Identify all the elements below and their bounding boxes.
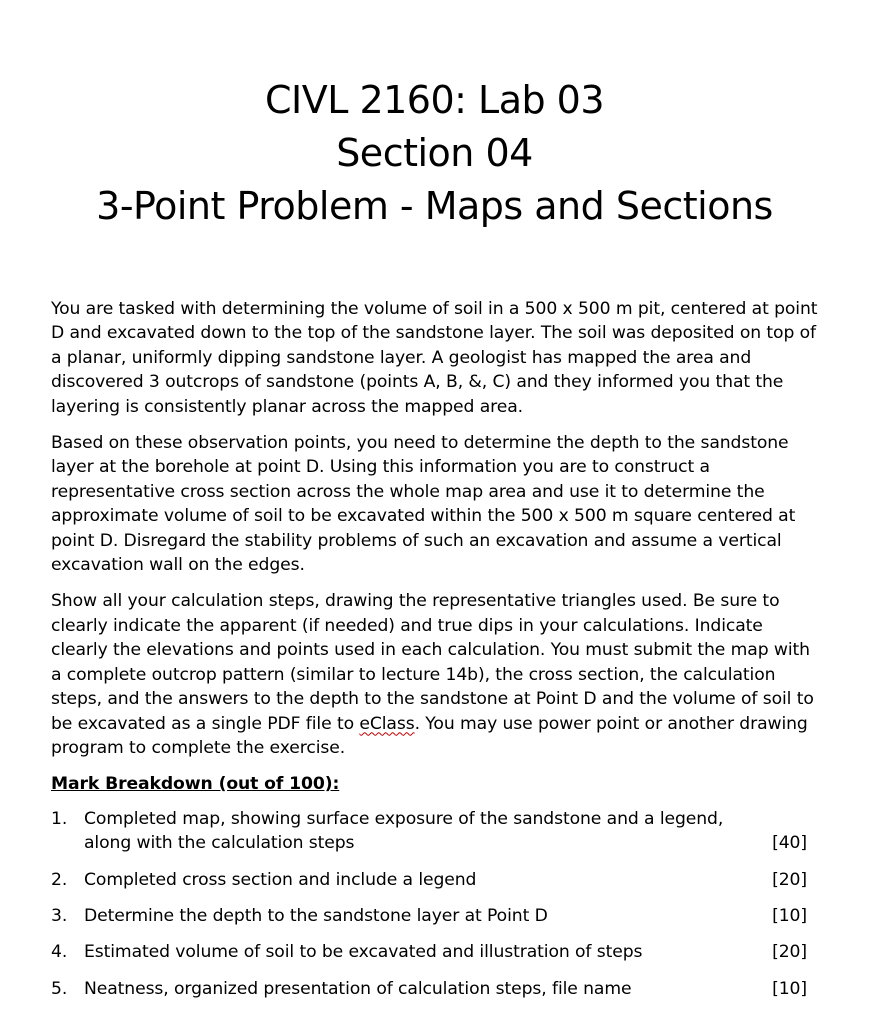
- mark-item-number: 5.: [51, 978, 68, 999]
- mark-item-value: [10]: [772, 978, 807, 999]
- submission-text-start: Show all your calculation steps, drawing the representative triangles used. Be sure to clearly indicate the apparent (if needed) and true dips in your calculations. Indicate clearly the elevations and points used in each calculation. You must submit the map with a complete outcrop pattern (similar to lecture 14b), the cross section, the calculation steps, and the answers to the depth to the sandstone at Point D and the volume of soil to be excavated as a single PDF file to: [51, 591, 814, 734]
- mark-item: [51, 904, 821, 928]
- mark-breakdown-list: [51, 807, 821, 1001]
- eclass-link: eClass: [359, 713, 415, 734]
- mark-item-value: [20]: [772, 869, 807, 890]
- intro-paragraph: You are tasked with determining the volume of soil in a 500 x 500 m pit, centered at point D and excavated down to the top of the sandstone layer. The soil was deposited on top of a planar, uniformly dipping sandstone layer. A geologist has mapped the area and discovered 3 outcrops of sandstone (points A, B, &, C) and they informed you that the layering is consistently planar across the mapped area.: [51, 299, 818, 417]
- mark-item-text: Determine the depth to the sandstone layer at Point D: [84, 905, 548, 926]
- title-course: CIVL 2160: Lab 03: [264, 78, 605, 122]
- task-paragraph: Based on these observation points, you need to determine the depth to the sandstone layer at the borehole at point D. Using this information you are to construct a representative cross section across the whole map area and use it to determine the approximate volume of soil to be excavated within the 500 x 500 m square centered at point D. Disregard the stability problems of such an excavation and assume a vertical excavation wall on the edges.: [51, 433, 796, 576]
- mark-item-number: 2.: [51, 869, 68, 890]
- submission-text-end: . You may use power point or another drawing program to complete the exercise.: [51, 713, 808, 758]
- mark-item: [51, 977, 821, 1001]
- mark-item-number: 3.: [51, 905, 68, 926]
- mark-item: [51, 940, 821, 964]
- mark-item-value: [10]: [772, 905, 807, 926]
- document-title: [0, 74, 869, 233]
- submission-paragraph: [51, 589, 821, 760]
- title-topic: 3-Point Problem - Maps and Sections: [96, 184, 773, 228]
- mark-item-value: [40]: [772, 833, 807, 854]
- mark-item: [51, 807, 821, 856]
- mark-item-text: Completed cross section and include a legend: [84, 869, 477, 890]
- mark-item: [51, 868, 821, 892]
- assignment-body: [51, 297, 821, 1013]
- mark-item-text: Estimated volume of soil to be excavated and illustration of steps: [84, 942, 643, 963]
- mark-item-number: 4.: [51, 942, 68, 963]
- mark-breakdown-heading: Mark Breakdown (out of 100):: [51, 774, 340, 795]
- mark-item-value: [20]: [772, 942, 807, 963]
- mark-item-text: Neatness, organized presentation of calculation steps, file name: [84, 978, 632, 999]
- mark-item-number: 1.: [51, 808, 68, 829]
- mark-item-text: Completed map, showing surface exposure of the sandstone and a legend, along with the calculation steps: [84, 808, 724, 854]
- title-section: Section 04: [336, 131, 533, 175]
